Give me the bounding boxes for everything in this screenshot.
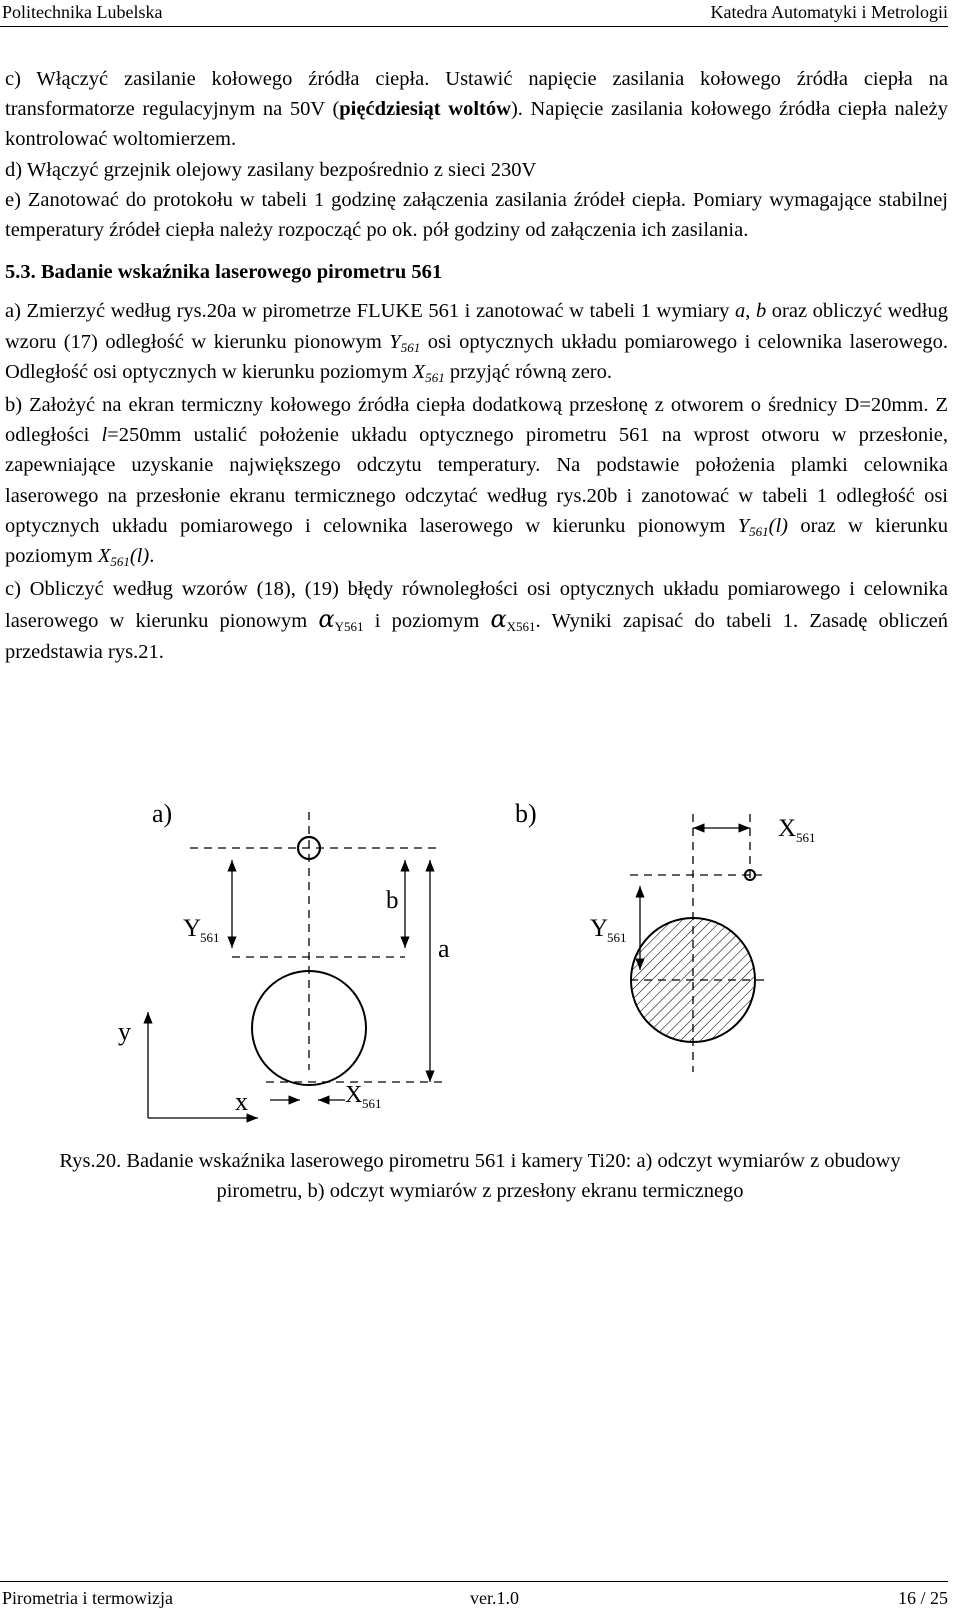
label-Y-b-sub: 561 <box>607 930 627 945</box>
step-e-paragraph: e) Zanotować do protokołu w tabeli 1 godzinę załączenia zasilania źródeł ciepła. Pomiary wymagające stabilnej temperatury źródeł ciepła należy rozpocząć po ok. pół godziny od załączenia ich zasilania. <box>5 188 948 242</box>
label-b: b <box>386 887 399 914</box>
label-X: X <box>345 1082 363 1108</box>
label-y: y <box>118 1017 131 1046</box>
label-Y-sub: 561 <box>200 930 220 945</box>
page-header <box>0 0 948 27</box>
section-step-c: c) Obliczyć według wzorów (18), (19) błędy równoległości osi optycznych układu pomiarowego i celownika laserowego w kierunku pionowym $\alpha_{Y561}$ i poziomym $\alpha_{X561}$. Wyniki zapisać do tabeli 1. Zasadę obliczeń przedstawia rys.21. <box>5 578 948 663</box>
figure-panel-a <box>118 800 450 1118</box>
label-X-sub: 561 <box>362 1096 382 1111</box>
figure-panel-b <box>515 800 816 1072</box>
panel-a-label: a) <box>152 800 173 828</box>
label-X-b-sub: 561 <box>796 830 816 845</box>
footer-title: Pirometria i termowizja <box>2 1588 173 1608</box>
label-X-b: X <box>778 815 797 842</box>
page-footer <box>0 1581 948 1618</box>
label-a: a <box>438 934 450 963</box>
label-Y: Y <box>183 915 202 942</box>
bold-voltage: pięćdziesiąt woltów <box>339 98 511 121</box>
label-x: x <box>235 1087 248 1116</box>
step-d-paragraph: d) Włączyć grzejnik olejowy zasilany bezpośrednio z sieci 230V <box>5 158 537 181</box>
step-c-paragraph: c) Włączyć zasilanie kołowego źródła ciepła. Ustawić napięcie zasilania kołowego źródła ciepła na transformatorze regulacyjnym na 50V (pięćdziesiąt woltów). Napięcie zasilania kołowego źródła ciepła należy kontrolować woltomierzem. <box>5 68 948 151</box>
footer-version: ver.1.0 <box>470 1588 519 1608</box>
section-step-b: b) Założyć na ekran termiczny kołowego źródła ciepła dodatkową przesłonę z otworem o średnicy D=20mm. Z odległości l=250mm ustalić położenie układu optycznego pirometru 561 na wprost otworu w przesłonie, zapewniające uzyskanie największego odczytu temperatury. Na podstawie położenia plamki celownika laserowego na przesłonie ekranu termicznego odczytać według rys.20b i zanotować w tabeli 1 odległość osi optycznych układu pomiarowego i celownika laserowego w kierunku pionowym $Y_{561}(l)$ oraz w kierunku poziomym $X_{561}(l)$. <box>5 394 948 570</box>
figure-rys20 <box>0 800 960 1140</box>
label-Y-b: Y <box>590 915 609 942</box>
footer-page-number: 16 / 25 <box>897 1588 948 1608</box>
document-body <box>5 64 948 667</box>
header-department: Katedra Automatyki i Metrologii <box>710 2 948 22</box>
panel-b-label: b) <box>515 800 537 828</box>
section-step-a: a) Zmierzyć według rys.20a w pirometrze FLUKE 561 i zanotować w tabeli 1 wymiary a, b oraz obliczyć według wzoru (17) odległość w kierunku pionowym $Y_{561}$ osi optycznych układu pomiarowego i celownika laserowego. Odległość osi optycznych w kierunku poziomym $X_{561}$ przyjąć równą zero. <box>5 300 949 385</box>
figure-caption: Rys.20. Badanie wskaźnika laserowego pirometru 561 i kamery Ti20: a) odczyt wymiarów z obudowy pirometru, b) odczyt wymiarów z przesłony ekranu termicznego <box>59 1150 901 1202</box>
header-institution: Politechnika Lubelska <box>2 2 163 22</box>
aperture-hatched <box>631 918 755 1042</box>
section-heading: 5.3. Badanie wskaźnika laserowego pirometru 561 <box>5 261 443 284</box>
